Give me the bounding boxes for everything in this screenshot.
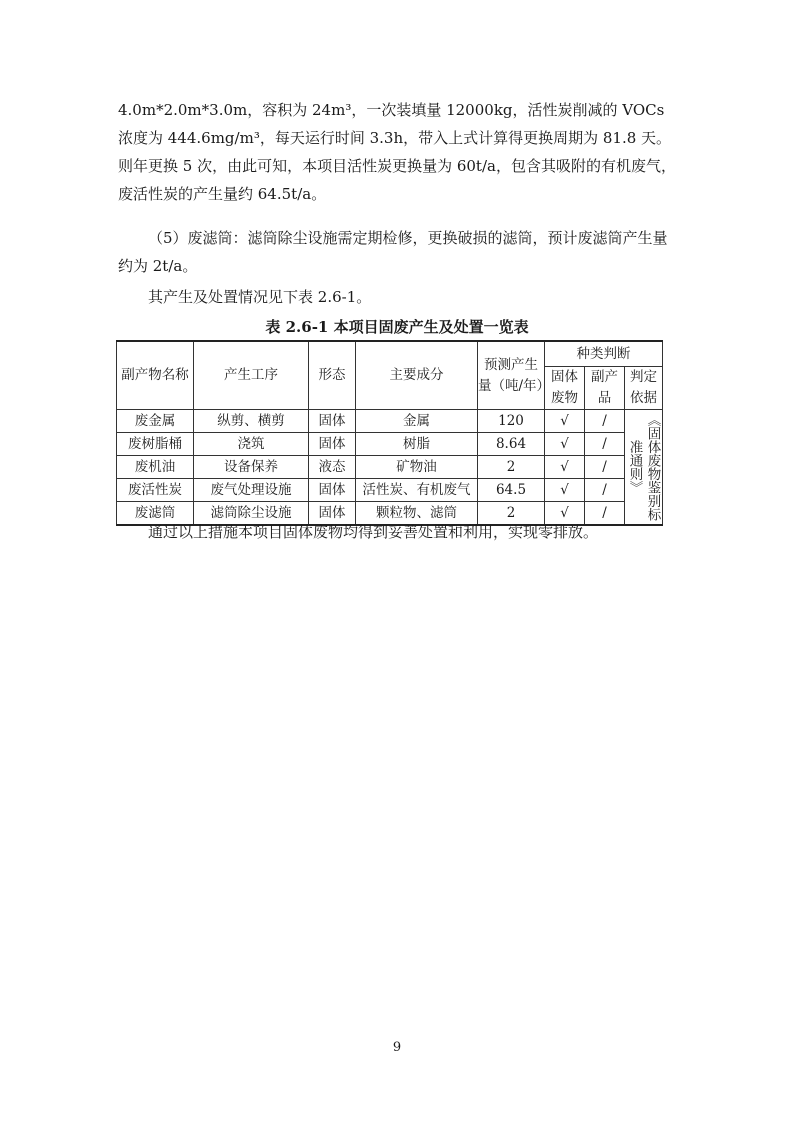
header-amount: 预测产生量（吨/年） [478, 341, 545, 410]
table-row [117, 456, 663, 479]
cell-solid-waste: √ [545, 502, 585, 526]
cell-amount: 64.5 [478, 479, 545, 502]
cell-process: 滤筒除尘设施 [194, 502, 309, 526]
cell-solid-waste: √ [545, 410, 585, 433]
paragraph-table-intro: 其产生及处置情况见下表 2.6-1。 [148, 288, 372, 306]
header-component: 主要成分 [356, 341, 478, 410]
header-name: 副产物名称 [117, 341, 194, 410]
cell-amount: 2 [478, 456, 545, 479]
header-solid-waste: 固体废物 [545, 367, 585, 410]
paragraph-conclusion: 通过以上措施本项目固体废物均得到妥善处置和利用，实现零排放。 [148, 523, 599, 541]
cell-name: 废滤筒 [117, 502, 194, 526]
cell-name: 废活性炭 [117, 479, 194, 502]
cell-by-product: / [585, 502, 625, 526]
cell-process: 设备保养 [194, 456, 309, 479]
cell-component: 活性炭、有机废气 [356, 479, 478, 502]
header-basis: 判定依据 [625, 367, 663, 410]
table-row [117, 410, 663, 433]
header-process: 产生工序 [194, 341, 309, 410]
cell-component: 颗粒物、滤筒 [356, 502, 478, 526]
cell-process: 废气处理设施 [194, 479, 309, 502]
cell-by-product: / [585, 456, 625, 479]
cell-by-product: / [585, 479, 625, 502]
cell-form: 液态 [309, 456, 356, 479]
cell-name: 废树脂桶 [117, 433, 194, 456]
paragraph-filter-cartridge: （5）废滤筒：滤筒除尘设施需定期检修，更换破损的滤筒，预计废滤筒产生量约为 2t/a。 [118, 229, 668, 275]
cell-solid-waste: √ [545, 433, 585, 456]
cell-solid-waste: √ [545, 479, 585, 502]
cell-form: 固体 [309, 502, 356, 526]
table-caption: 表 2.6-1 本项目固废产生及处置一览表 [265, 318, 529, 336]
cell-amount: 120 [478, 410, 545, 433]
cell-amount: 8.64 [478, 433, 545, 456]
cell-basis [625, 410, 663, 526]
cell-form: 固体 [309, 433, 356, 456]
cell-component: 树脂 [356, 433, 478, 456]
cell-by-product: / [585, 410, 625, 433]
cell-component: 矿物油 [356, 456, 478, 479]
paragraph-activated-carbon: 4.0m*2.0m*3.0m，容积为 24m³，一次装填量 12000kg，活性炭削减的 VOCs 浓度为 444.6mg/m³，每天运行时间 3.3h，带入上式计算得更换周期为 81.8 天。则年更换 5 次，由此可知，本项目活性炭更换量为 60t/a，包含其吸附的有机废气，废活性炭的产生量约 64.5t/a。 [118, 101, 676, 203]
cell-amount: 2 [478, 502, 545, 526]
page-number: 9 [392, 1040, 402, 1055]
solid-waste-table [116, 340, 663, 526]
cell-component: 金属 [356, 410, 478, 433]
cell-process: 纵剪、横剪 [194, 410, 309, 433]
cell-solid-waste: √ [545, 456, 585, 479]
cell-by-product: / [585, 433, 625, 456]
cell-process: 浇筑 [194, 433, 309, 456]
cell-name: 废机油 [117, 456, 194, 479]
header-by-product: 副产品 [585, 367, 625, 410]
basis-text: 《固体废物鉴别标准通则》 [626, 413, 661, 521]
table-row [117, 433, 663, 456]
cell-name: 废金属 [117, 410, 194, 433]
cell-form: 固体 [309, 479, 356, 502]
header-category: 种类判断 [545, 341, 663, 367]
cell-form: 固体 [309, 410, 356, 433]
table-row [117, 479, 663, 502]
header-form: 形态 [309, 341, 356, 410]
